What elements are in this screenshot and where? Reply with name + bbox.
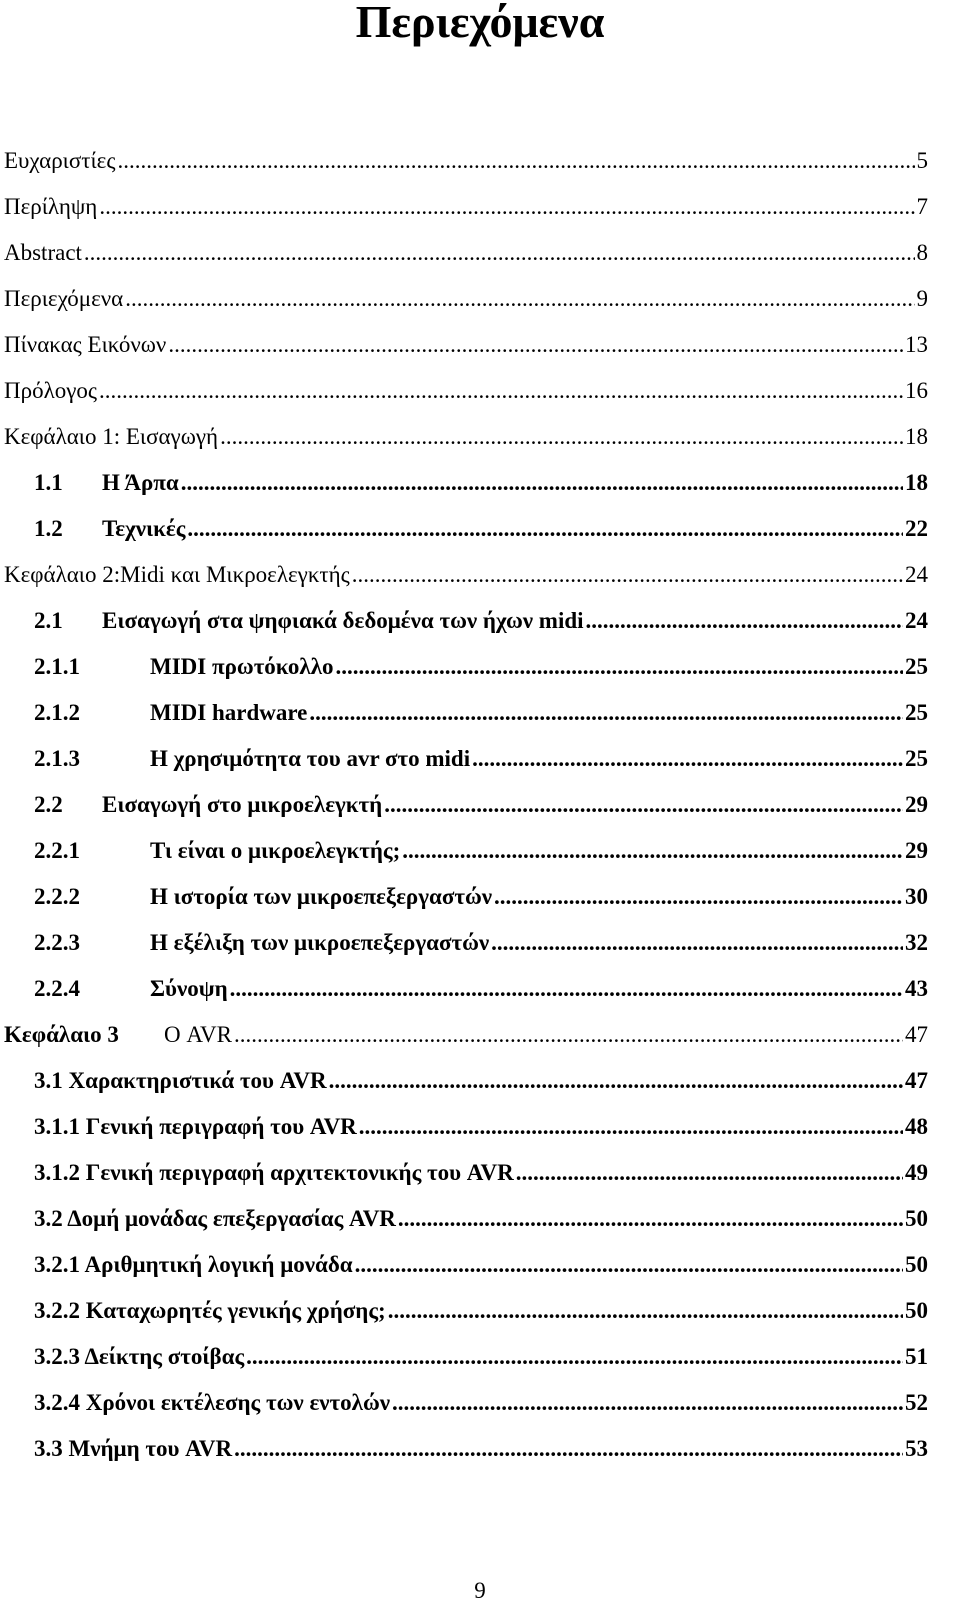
toc-page-number: 18 (905, 424, 928, 449)
toc-entry[interactable] (34, 1250, 928, 1280)
toc-entry[interactable] (4, 330, 928, 360)
toc-section-number: 2.2.1 (34, 838, 80, 863)
toc-page-number: 8 (916, 240, 928, 265)
toc-entry[interactable] (34, 882, 928, 912)
toc-entry-text: MIDI hardware (150, 700, 308, 725)
toc-entry[interactable] (34, 1204, 928, 1234)
toc-entry-text: 3.2.2 Καταχωρητές γενικής χρήσης; (34, 1298, 386, 1323)
toc-dot-leader (352, 560, 903, 590)
toc-dot-leader (398, 1204, 903, 1234)
toc-dot-leader (84, 238, 915, 268)
toc-page-number: 47 (905, 1068, 928, 1093)
toc-entry-text: Περίληψη (4, 194, 98, 219)
toc-entry-text: Πίνακας Εικόνων (4, 332, 167, 357)
toc-dot-leader (181, 468, 903, 498)
toc-dot-leader (329, 1066, 903, 1096)
toc-entry-text: 3.1.2 Γενική περιγραφή αρχιτεκτονικής του AVR (34, 1160, 514, 1185)
toc-dot-leader (168, 330, 903, 360)
toc-page-number: 51 (905, 1344, 928, 1369)
toc-entry-text: 3.3 Μνήμη του AVR (34, 1436, 233, 1461)
toc-page-number: 30 (905, 884, 928, 909)
toc-dot-leader (388, 1296, 903, 1326)
toc-entry-text: 3.2.1 Αριθμητική λογική μονάδα (34, 1252, 353, 1277)
toc-entry[interactable] (4, 238, 928, 268)
toc-page-number: 53 (905, 1436, 928, 1461)
toc-dot-leader (402, 836, 903, 866)
toc-dot-leader (309, 698, 903, 728)
toc-dot-leader (359, 1112, 903, 1142)
toc-dot-leader (384, 790, 903, 820)
toc-dot-leader (99, 376, 903, 406)
toc-dot-leader (187, 514, 903, 544)
toc-entry-text: Η ιστορία των μικροεπεξεργαστών (150, 884, 493, 909)
toc-entry-text: Abstract (4, 240, 82, 265)
toc-entry[interactable] (34, 698, 928, 728)
toc-entry[interactable] (4, 376, 928, 406)
toc-entry[interactable] (34, 606, 928, 636)
toc-entry-text: Εισαγωγή στο μικροελεγκτή (102, 792, 383, 817)
toc-page-number: 25 (905, 700, 928, 725)
toc-dot-leader (246, 1342, 903, 1372)
toc-entry-text: 3.1 Χαρακτηριστικά του AVR (34, 1068, 327, 1093)
toc-page-number: 52 (905, 1390, 928, 1415)
toc-entry[interactable] (34, 790, 928, 820)
toc-entry-text: Τι είναι ο μικροελεγκτής; (150, 838, 401, 863)
toc-entry-text: Εισαγωγή στα ψηφιακά δεδομένα των ήχων midi (102, 608, 584, 633)
toc-page-number: 16 (905, 378, 928, 403)
toc-entry-text: Η χρησιμότητα του avr στο midi (150, 746, 471, 771)
toc-page-number: 47 (905, 1022, 928, 1047)
toc-entry-text: Ευχαριστίες (4, 148, 116, 173)
toc-entry-text: Τεχνικές (102, 516, 186, 541)
toc-section-number: 2.2.3 (34, 930, 80, 955)
toc-entry-text: MIDI πρωτόκολλο (150, 654, 334, 679)
toc-page-number: 25 (905, 654, 928, 679)
toc-entry[interactable] (34, 1066, 928, 1096)
toc-entry[interactable] (34, 1434, 928, 1464)
toc-entry-text: Περιεχόμενα (4, 286, 124, 311)
toc-page-number: 50 (905, 1298, 928, 1323)
toc-dot-leader (336, 652, 904, 682)
toc-dot-leader (355, 1250, 903, 1280)
toc-section-number: 2.2.2 (34, 884, 80, 909)
toc-entry[interactable] (34, 1388, 928, 1418)
toc-entry-text: 3.2.4 Χρόνοι εκτέλεσης των εντολών (34, 1390, 391, 1415)
toc-page-number: 13 (905, 332, 928, 357)
toc-page-number: 50 (905, 1252, 928, 1277)
toc-section-number: 1.2 (34, 516, 63, 541)
toc-entry-text: Σύνοψη (150, 976, 228, 1001)
toc-entry[interactable] (4, 192, 928, 222)
toc-entry[interactable] (34, 1342, 928, 1372)
toc-entry-text: Ο AVR (164, 1022, 232, 1047)
toc-entry-text: Η Άρπα (102, 470, 179, 495)
toc-entry[interactable] (4, 146, 928, 176)
toc-dot-leader (234, 1434, 903, 1464)
toc-entry[interactable] (34, 974, 928, 1004)
toc-entry[interactable] (34, 744, 928, 774)
toc-page-number: 5 (916, 148, 928, 173)
toc-page-number: 24 (905, 608, 928, 633)
toc-entry-text: Η εξέλιξη των μικροεπεξεργαστών (150, 930, 490, 955)
toc-page-number: 50 (905, 1206, 928, 1231)
toc-entry[interactable] (34, 514, 928, 544)
toc-entry-text: 3.2 Δομή μονάδας επεξεργασίας AVR (34, 1206, 396, 1231)
toc-section-number: 1.1 (34, 470, 63, 495)
toc-page-number: 18 (905, 470, 928, 495)
toc-dot-leader (230, 974, 903, 1004)
toc-entry-text: 3.1.1 Γενική περιγραφή του AVR (34, 1114, 357, 1139)
toc-page-number: 22 (905, 516, 928, 541)
toc-entry-text: Κεφάλαιο 1: Εισαγωγή (4, 424, 219, 449)
toc-section-number: 2.2.4 (34, 976, 80, 1001)
toc-entry[interactable] (34, 1296, 928, 1326)
toc-dot-leader (472, 744, 903, 774)
toc-entry[interactable] (34, 1112, 928, 1142)
toc-page-number: 24 (905, 562, 928, 587)
toc-entry[interactable] (4, 422, 928, 452)
toc-chapter-label: Κεφάλαιο 3 (4, 1022, 119, 1047)
toc-page-number: 29 (905, 792, 928, 817)
toc-dot-leader (234, 1020, 903, 1050)
toc-dot-leader (494, 882, 903, 912)
toc-dot-leader (220, 422, 903, 452)
toc-page-number: 32 (905, 930, 928, 955)
toc-entry[interactable] (34, 928, 928, 958)
toc-entry[interactable] (34, 468, 928, 498)
toc-entry[interactable] (34, 836, 928, 866)
toc-page-number: 7 (916, 194, 928, 219)
toc-dot-leader (125, 284, 914, 314)
toc-page-number: 48 (905, 1114, 928, 1139)
page-title: Περιεχόμενα (355, 0, 605, 47)
toc-page-number: 49 (905, 1160, 928, 1185)
toc-section-number: 2.1.3 (34, 746, 80, 771)
toc-section-number: 2.2 (34, 792, 63, 817)
toc-page-number: 25 (905, 746, 928, 771)
toc-dot-leader (586, 606, 903, 636)
toc-entry[interactable] (4, 284, 928, 314)
toc-dot-leader (117, 146, 914, 176)
toc-entry[interactable] (34, 1158, 928, 1188)
toc-dot-leader (99, 192, 914, 222)
toc-dot-leader (491, 928, 903, 958)
page-number: 9 (474, 1578, 486, 1603)
toc-page-number: 29 (905, 838, 928, 863)
toc-page-number: 9 (916, 286, 928, 311)
toc-section-number: 2.1.1 (34, 654, 80, 679)
toc-dot-leader (392, 1388, 903, 1418)
toc-dot-leader (516, 1158, 903, 1188)
toc-entry-text: 3.2.3 Δείκτης στοίβας (34, 1344, 245, 1369)
toc-entry[interactable] (34, 652, 928, 682)
toc-section-number: 2.1 (34, 608, 63, 633)
toc-page-number: 43 (905, 976, 928, 1001)
toc-entry-text: Κεφάλαιο 2:Midi και Μικροελεγκτής (4, 562, 350, 587)
toc-section-number: 2.1.2 (34, 700, 80, 725)
toc-entry[interactable] (4, 1020, 928, 1050)
toc-entry[interactable] (4, 560, 928, 590)
toc-entry-text: Πρόλογος (4, 378, 98, 403)
